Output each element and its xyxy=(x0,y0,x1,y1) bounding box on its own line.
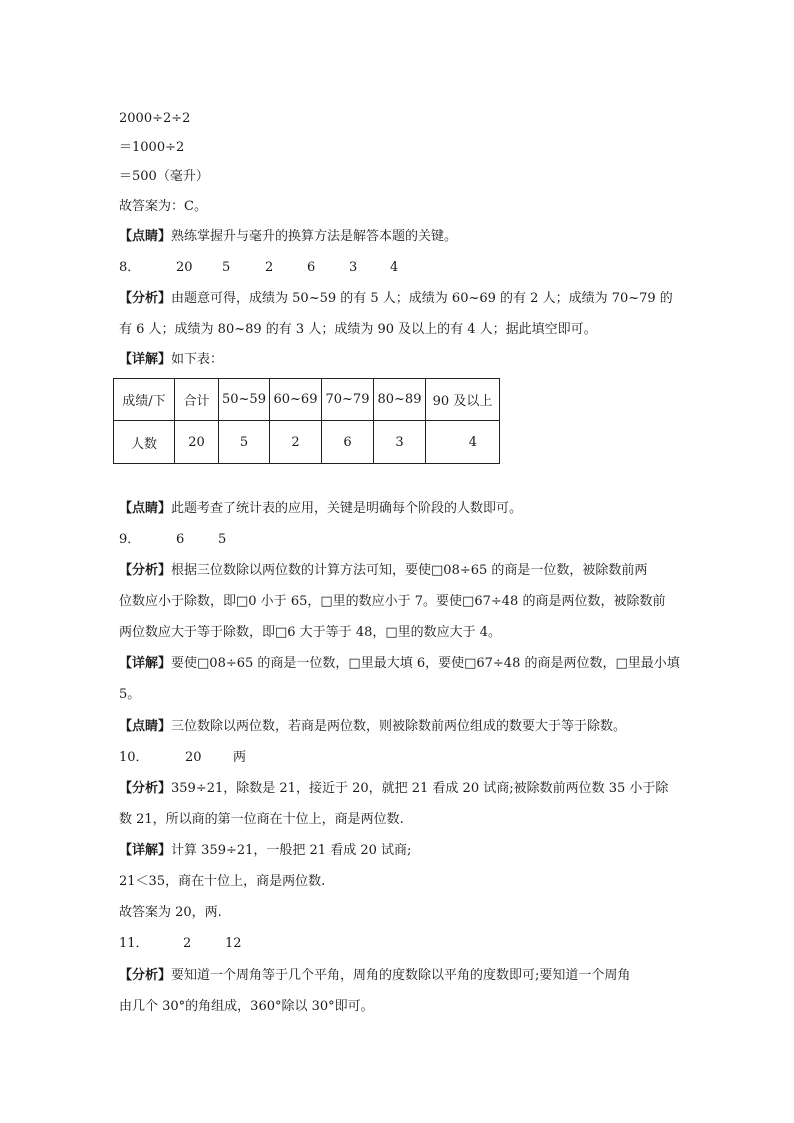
fenxi-9-line-3: 两位数应大于等于除数，即□6 大于等于 48，□里的数应大于 4。 xyxy=(119,625,502,640)
calc-line-2: ＝1000÷2 xyxy=(119,140,185,155)
answer-7: 故答案为：C。 xyxy=(119,199,207,214)
fenxi-text: 由题意可得，成绩为 50~59 的有 5 人；成绩为 60~69 的有 2 人；成绩为 70~79 的 xyxy=(171,291,673,306)
answer-value: 20 xyxy=(176,260,193,275)
score-table xyxy=(113,378,500,464)
fenxi-11-line-2: 由几个 30°的角组成，360°除以 30°即可。 xyxy=(119,999,374,1014)
answer-value: 6 xyxy=(307,260,316,275)
xiangjie-9-line-1 xyxy=(119,655,680,673)
fenxi-text: 要知道一个周角等于几个平角，周角的度数除以平角的度数即可;要知道一个周角 xyxy=(171,968,631,983)
dianjing-7 xyxy=(119,228,457,246)
table-header-row xyxy=(114,379,500,421)
question-number: 9． xyxy=(119,532,141,547)
fenxi-11-line-1 xyxy=(119,967,630,985)
fenxi-tag: 【分析】 xyxy=(119,291,172,306)
table-cell: 70~79 xyxy=(322,379,374,421)
question-11-answers xyxy=(119,935,242,953)
fenxi-10-line-2: 数 21，所以商的第一位商在十位上，商是两位数. xyxy=(119,812,404,827)
xiangjie-text: 如下表： xyxy=(171,352,224,367)
answer-value: 5 xyxy=(218,532,227,547)
answer-value: 2 xyxy=(265,260,274,275)
dianjing-text: 三位数除以两位数，若商是两位数，则被除数前两位组成的数要大于等于除数。 xyxy=(171,719,627,734)
dianjing-text: 熟练掌握升与毫升的换算方法是解答本题的关键。 xyxy=(171,229,458,244)
fenxi-text: 根据三位数除以两位数的计算方法可知，要使□08÷65 的商是一位数，被除数前两 xyxy=(171,563,648,578)
question-number: 8． xyxy=(119,260,141,275)
answer-value: 两 xyxy=(233,750,247,765)
dianjing-tag: 【点睛】 xyxy=(119,501,172,516)
table-cell: 60~69 xyxy=(270,379,322,421)
fenxi-9-line-2: 位数应小于除数，即□0 小于 65，□里的数应小于 7。要使□67÷48 的商是两位数，被除数前 xyxy=(119,594,666,609)
xiangjie-tag: 【详解】 xyxy=(119,656,172,671)
answer-10: 故答案为 20，两. xyxy=(119,905,222,920)
answer-value: 5 xyxy=(222,260,231,275)
table-cell: 2 xyxy=(270,421,322,464)
answer-value: 20 xyxy=(185,750,202,765)
xiangjie-9-line-2: 5。 xyxy=(119,687,141,702)
question-10-answers xyxy=(119,749,246,767)
xiangjie-10-line-2: 21＜35，商在十位上，商是两位数. xyxy=(119,874,326,889)
fenxi-8-line-1 xyxy=(119,290,673,308)
fenxi-tag: 【分析】 xyxy=(119,563,172,578)
table-cell: 4 xyxy=(426,421,500,464)
fenxi-text: 359÷21，除数是 21，接近于 20，就把 21 看成 20 试商;被除数前两位数 35 小于除 xyxy=(171,781,669,796)
table-cell: 3 xyxy=(374,421,426,464)
xiangjie-tag: 【详解】 xyxy=(119,352,172,367)
calc-line-1: 2000÷2÷2 xyxy=(119,111,191,126)
table-cell: 人数 xyxy=(114,421,175,464)
dianjing-tag: 【点睛】 xyxy=(119,229,172,244)
fenxi-8-line-2: 有 6 人；成绩为 80~89 的有 3 人；成绩为 90 及以上的有 4 人；据此填空即可。 xyxy=(119,322,597,337)
fenxi-10-line-1 xyxy=(119,780,668,798)
table-cell: 成绩/下 xyxy=(114,379,175,421)
dianjing-tag: 【点睛】 xyxy=(119,719,172,734)
table-cell: 20 xyxy=(175,421,219,464)
answer-value: 2 xyxy=(183,936,192,951)
xiangjie-tag: 【详解】 xyxy=(119,843,172,858)
xiangjie-text: 计算 359÷21，一般把 21 看成 20 试商; xyxy=(171,843,412,858)
dianjing-8 xyxy=(119,500,522,518)
calc-line-3: ＝500（毫升） xyxy=(119,169,209,184)
question-number: 10． xyxy=(119,750,149,765)
table-cell: 90 及以上 xyxy=(426,379,500,421)
question-8-answers xyxy=(119,259,398,277)
xiangjie-8 xyxy=(119,351,223,369)
xiangjie-10 xyxy=(119,842,411,860)
answer-value: 4 xyxy=(390,260,399,275)
answer-value: 12 xyxy=(225,936,242,951)
xiangjie-text: 要使□08÷65 的商是一位数，□里最大填 6，要使□67÷48 的商是两位数，□里最小填 xyxy=(171,656,680,671)
table-cell: 合计 xyxy=(175,379,219,421)
table-cell: 50~59 xyxy=(219,379,270,421)
table-row xyxy=(114,421,500,464)
question-9-answers xyxy=(119,531,226,549)
table-cell: 80~89 xyxy=(374,379,426,421)
fenxi-9-line-1 xyxy=(119,562,647,580)
dianjing-9 xyxy=(119,718,626,736)
dianjing-text: 此题考查了统计表的应用，关键是明确每个阶段的人数即可。 xyxy=(171,501,523,516)
fenxi-tag: 【分析】 xyxy=(119,781,172,796)
fenxi-tag: 【分析】 xyxy=(119,968,172,983)
table-cell: 6 xyxy=(322,421,374,464)
table-cell: 5 xyxy=(219,421,270,464)
answer-value: 6 xyxy=(176,532,185,547)
answer-value: 3 xyxy=(349,260,358,275)
question-number: 11． xyxy=(119,936,149,951)
